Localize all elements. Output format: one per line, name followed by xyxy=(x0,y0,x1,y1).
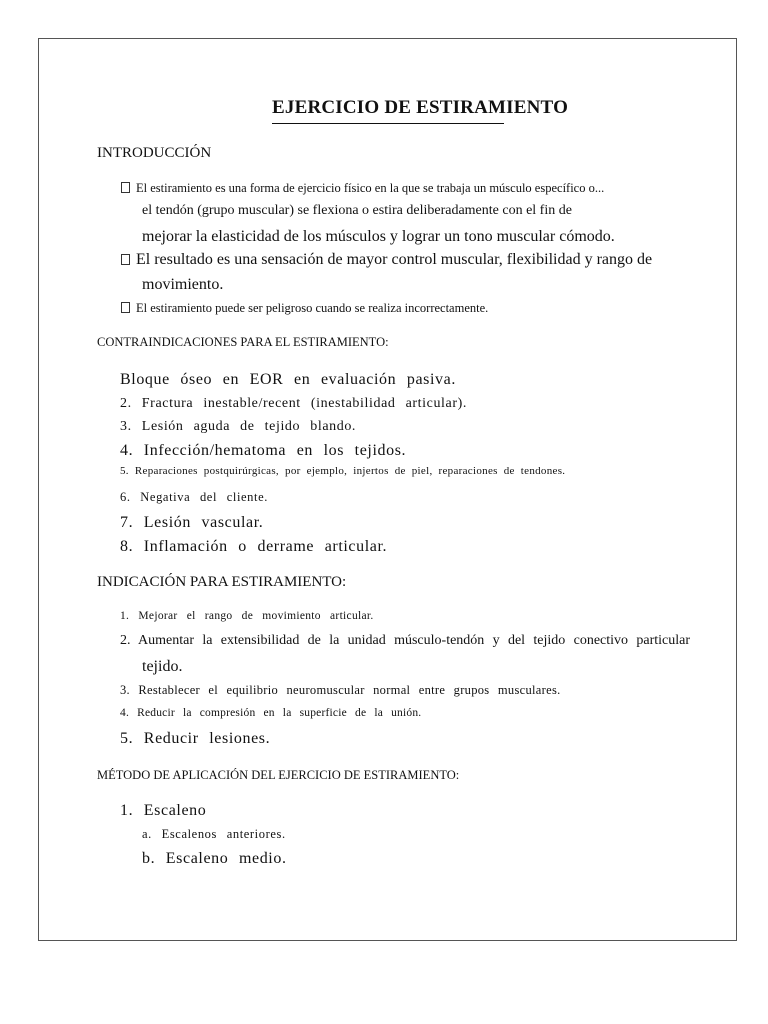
intro-bullet-3-line-1: El estiramiento puede ser peligroso cuando se realiza incorrectamente. xyxy=(121,301,488,316)
contra-item: 2. Fractura inestable/recent (inestabilidad articular). xyxy=(120,396,467,411)
intro-bullet-2-line-2: movimiento. xyxy=(142,276,224,293)
indic-item: 2. Aumentar la extensibilidad de la unidad músculo-tendón y del tejido conectivo particular xyxy=(120,633,690,648)
intro-bullet-1-line-3: mejorar la elasticidad de los músculos y lograr un tono muscular cómodo. xyxy=(142,228,615,245)
missing-glyph-box-icon xyxy=(121,254,130,265)
intro-bullet-1-line-2: el tendón (grupo muscular) se flexiona o estira deliberadamente con el fin de xyxy=(142,203,572,218)
method-subitem: a. Escalenos anteriores. xyxy=(142,827,286,841)
missing-glyph-box-icon xyxy=(121,302,130,313)
intro-heading: INTRODUCCIÓN xyxy=(97,145,212,161)
indic-item: 4. Reducir la compresión en la superficie de la unión. xyxy=(120,707,422,719)
method-subitem: b. Escaleno medio. xyxy=(142,850,287,867)
title-underline xyxy=(272,123,504,124)
indic-item: 1. Mejorar el rango de movimiento articular. xyxy=(120,610,374,622)
contra-item: 4. Infección/hematoma en los tejidos. xyxy=(120,442,407,459)
intro-bullet-1-line-1: El estiramiento es una forma de ejercicio físico en la que se trabaja un músculo específico o... xyxy=(121,181,604,196)
intro-bullet-2-line-1: El resultado es una sensación de mayor control muscular, flexibilidad y rango de xyxy=(121,251,652,269)
document-title: EJERCICIO DE ESTIRAMIENTO xyxy=(272,97,569,118)
method-item: 1. Escaleno xyxy=(120,802,207,819)
contra-item: 8. Inflamación o derrame articular. xyxy=(120,538,388,555)
contra-item: 3. Lesión aguda de tejido blando. xyxy=(120,419,357,434)
contra-heading: CONTRAINDICACIONES PARA EL ESTIRAMIENTO: xyxy=(97,335,389,349)
contra-item: 5. Reparaciones postquirúrgicas, por ejemplo, injertos de piel, reparaciones de tendones. xyxy=(120,465,566,477)
contra-item: Bloque óseo en EOR en evaluación pasiva. xyxy=(120,371,456,388)
contra-item: 6. Negativa del cliente. xyxy=(120,490,268,504)
indic-item: 5. Reducir lesiones. xyxy=(120,730,271,747)
indic-heading: INDICACIÓN PARA ESTIRAMIENTO: xyxy=(97,574,347,590)
indic-item: 3. Restablecer el equilibrio neuromuscular normal entre grupos musculares. xyxy=(120,683,561,697)
missing-glyph-box-icon xyxy=(121,182,130,193)
method-heading: MÉTODO DE APLICACIÓN DEL EJERCICIO DE ESTIRAMIENTO: xyxy=(97,768,460,782)
contra-item: 7. Lesión vascular. xyxy=(120,514,264,531)
indic-item-continuation: tejido. xyxy=(142,658,183,675)
